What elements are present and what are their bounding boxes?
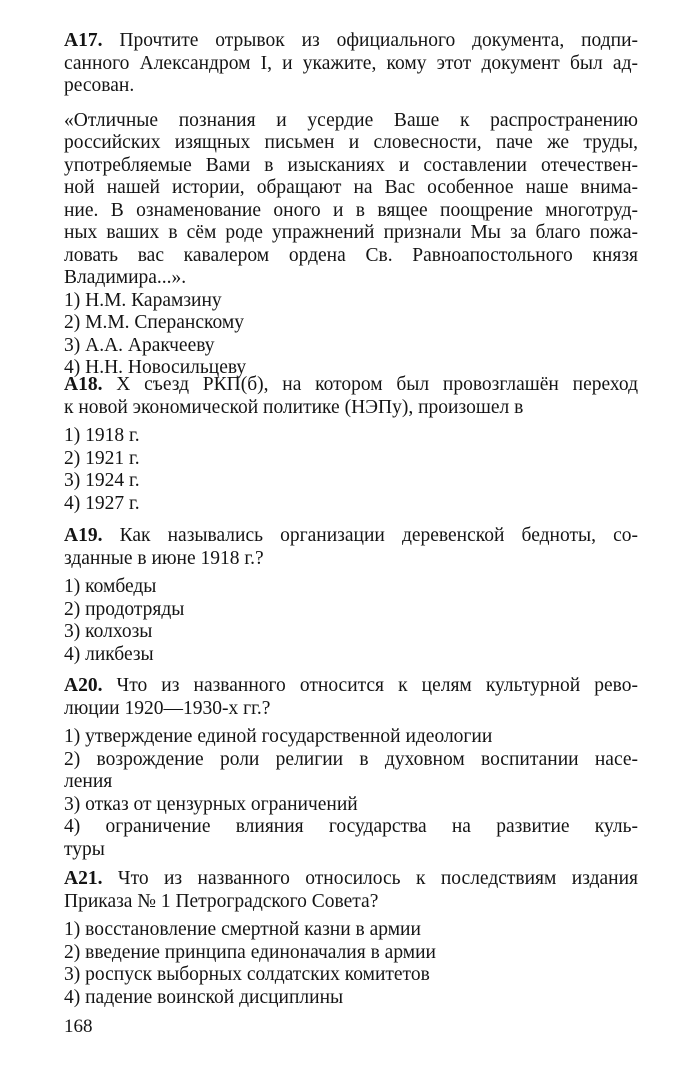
- question-stem-line: А21. Что из названного относилось к последствиям издания: [64, 868, 638, 889]
- answer-option: 4) ограничение влияния государства на развитие куль-: [64, 816, 638, 837]
- answer-option: 1) комбеды: [64, 576, 157, 597]
- answer-option: 4) падение воинской дисциплины: [64, 986, 344, 1008]
- question-a19: [64, 525, 638, 666]
- answer-option: 2) М.М. Сперанскому: [64, 312, 244, 333]
- quote-line: употребляемые Вами в изысканиях и составлении отечествен-: [64, 154, 638, 176]
- question-stem-line: к новой экономической политике (НЭПу), произошел в: [64, 396, 524, 418]
- question-stem-line: люции 1920—1930-х гг.?: [64, 697, 271, 719]
- question-a20: [64, 675, 638, 861]
- question-number: А18.: [64, 374, 103, 395]
- question-stem-line: Приказа № 1 Петроградского Совета?: [64, 890, 379, 912]
- answer-option: 2) продотряды: [64, 598, 185, 620]
- quote-line: ние. В ознаменование оного и в вящее поощрение многотруд-: [64, 199, 638, 221]
- answer-option: 4) ликбезы: [64, 643, 154, 665]
- question-number: А17.: [64, 30, 103, 51]
- quote-line: Владимира...».: [64, 267, 187, 288]
- answer-option: 1) восстановление смертной казни в армии: [64, 919, 421, 940]
- answer-option: 3) 1924 г.: [64, 470, 140, 491]
- answer-option: 1) 1918 г.: [64, 425, 140, 446]
- quote-line: «Отличные познания и усердие Ваше к распространению: [64, 109, 638, 131]
- answer-option: 2) введение принципа единоначалия в армии: [64, 941, 436, 963]
- answer-option: 3) А.А. Аракчееву: [64, 334, 215, 356]
- quote-line: ловать вас кавалером ордена Св. Равноапостольного князя: [64, 244, 638, 266]
- answer-option: 2) возрождение роли религии в духовном воспитании насе-: [64, 748, 638, 770]
- question-stem-line: А18. X съезд РКП(б), на котором был провозглашён переход: [64, 374, 639, 395]
- answer-option-continuation: туры: [64, 838, 105, 860]
- question-a17: [64, 30, 638, 380]
- answer-option: 3) отказ от цензурных ограничений: [64, 793, 358, 815]
- question-a18: [64, 374, 638, 515]
- question-a21: [64, 868, 638, 1009]
- answer-option: 3) роспуск выборных солдатских комитетов: [64, 964, 430, 985]
- question-stem-line: зданные в июне 1918 г.?: [64, 547, 264, 569]
- question-stem-line: ресован.: [64, 75, 135, 96]
- quote-line: ных ваших в сём роде упражнений признали Мы за благо пожа-: [64, 222, 638, 243]
- page-number: 168: [64, 1016, 93, 1037]
- question-stem-line: А19. Как назывались организации деревенской бедноты, со-: [64, 525, 638, 546]
- answer-option: 3) колхозы: [64, 621, 153, 642]
- answer-option: 2) 1921 г.: [64, 447, 140, 469]
- quote-line: российских изящных письмен и словесности, паче же труды,: [64, 132, 638, 153]
- answer-option: 4) 1927 г.: [64, 492, 140, 514]
- answer-option-continuation: ления: [64, 771, 113, 792]
- answer-option: 1) утверждение единой государственной идеологии: [64, 726, 493, 747]
- question-stem-line: санного Александром I, и укажите, кому этот документ был ад-: [64, 52, 638, 74]
- question-number: А21.: [64, 868, 103, 889]
- answer-option: 1) Н.М. Карамзину: [64, 289, 222, 311]
- answer-option: 4) Н.Н. Новосильцеву: [64, 357, 247, 378]
- question-number: А20.: [64, 675, 103, 696]
- question-number: А19.: [64, 525, 103, 546]
- quote-line: ной нашей истории, обращают на Вас особенное наше внима-: [64, 177, 638, 198]
- question-stem-line: А17. Прочтите отрывок из официального документа, подпи-: [64, 30, 638, 51]
- question-stem-line: А20. Что из названного относится к целям культурной рево-: [64, 675, 638, 696]
